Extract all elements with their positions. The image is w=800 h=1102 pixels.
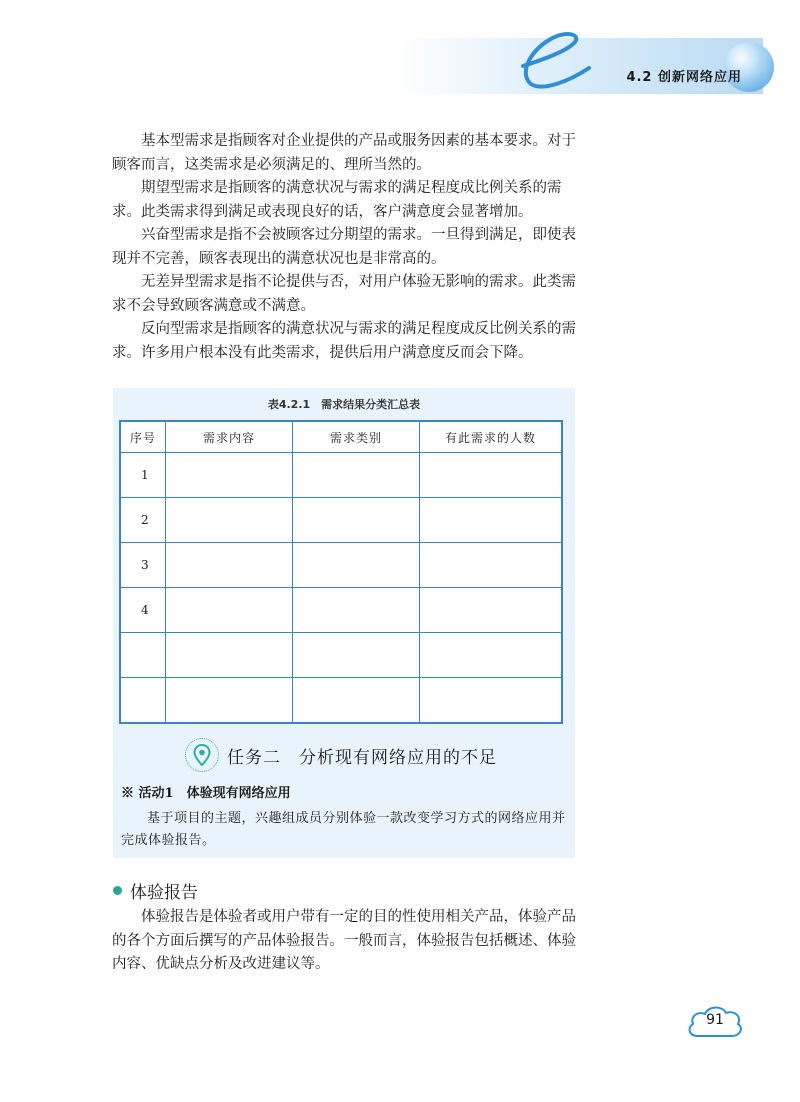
table-cell: 2 (120, 498, 166, 543)
table-cell (120, 678, 166, 724)
table-cell[interactable] (293, 678, 420, 724)
page-number: 91 (706, 1012, 724, 1028)
paragraph-exciting: 兴奋型需求是指不会被顾客过分期望的需求。一旦得到满足，即使表现并不完善，顾客表现出的满意状况也是非常高的。 (112, 227, 576, 267)
table-cell[interactable] (166, 633, 293, 678)
table-cell[interactable] (293, 633, 420, 678)
section-paragraph: 体验报告是体验者或用户带有一定的目的性使用相关产品，体验产品的各个方面后撰写的产品体验报告。一般而言，体验报告包括概述、体验内容、优缺点分析及改进建议等。 (112, 909, 576, 972)
table-cell[interactable] (166, 498, 293, 543)
table-cell[interactable] (293, 588, 420, 633)
table-cell[interactable] (293, 453, 420, 498)
paragraph-basic: 基本型需求是指顾客对企业提供的产品或服务因素的基本要求。对于顾客而言，这类需求是必须满足的、理所当然的。 (112, 133, 576, 173)
location-pin-icon (185, 738, 219, 772)
page-number-badge (684, 1002, 746, 1042)
bullet-dot-icon (113, 886, 122, 895)
table-cell: 3 (120, 543, 166, 588)
activity-panel (113, 388, 575, 858)
paragraph-reverse: 反向型需求是指顾客的满意状况与需求的满足程度成反比例关系的需求。许多用户根本没有此类需求，提供后用户满意度反而会下降。 (112, 321, 576, 361)
table-cell[interactable] (166, 588, 293, 633)
task-heading (185, 738, 497, 772)
table-cell[interactable] (293, 498, 420, 543)
table-row (120, 588, 562, 633)
table-cell: 4 (120, 588, 166, 633)
table-header-cell: 需求内容 (166, 421, 293, 453)
table-cell[interactable] (420, 453, 563, 498)
table-row (120, 633, 562, 678)
table-row (120, 678, 562, 724)
table-cell[interactable] (166, 453, 293, 498)
table-cell[interactable] (166, 678, 293, 724)
section-header: 4.2 创新网络应用 (626, 70, 742, 85)
task-title: 任务二 分析现有网络应用的不足 (227, 747, 497, 768)
table-header-row (120, 421, 562, 453)
table-cell[interactable] (420, 543, 563, 588)
activity-title: ※ 活动1 体验现有网络应用 (121, 786, 291, 801)
table-header-cell: 有此需求的人数 (420, 421, 563, 453)
e-logo-icon (505, 28, 605, 98)
table-cell: 1 (120, 453, 166, 498)
table-cell[interactable] (420, 633, 563, 678)
table-cell[interactable] (420, 498, 563, 543)
section-title: 体验报告 (130, 883, 198, 903)
table-header-cell: 序号 (120, 421, 166, 453)
table-row (120, 543, 562, 588)
table-cell[interactable] (293, 543, 420, 588)
paragraph-expected: 期望型需求是指顾客的满意状况与需求的满足程度成比例关系的需求。此类需求得到满足或表现良好的话，客户满意度会显著增加。 (112, 180, 562, 220)
table-caption: 表4.2.1 需求结果分类汇总表 (267, 398, 421, 411)
activity-description: 基于项目的主题，兴趣组成员分别体验一款改变学习方式的网络应用并完成体验报告。 (121, 811, 566, 848)
table-cell (120, 633, 166, 678)
table-cell[interactable] (420, 678, 563, 724)
paragraph-indifferent: 无差异型需求是指不论提供与否，对用户体验无影响的需求。此类需求不会导致顾客满意或不满意。 (112, 274, 576, 314)
table-header-cell: 需求类别 (293, 421, 420, 453)
section-heading (113, 878, 198, 903)
table-cell[interactable] (166, 543, 293, 588)
table-row (120, 498, 562, 543)
table-cell[interactable] (420, 588, 563, 633)
table-row (120, 453, 562, 498)
requirements-table (119, 420, 563, 724)
